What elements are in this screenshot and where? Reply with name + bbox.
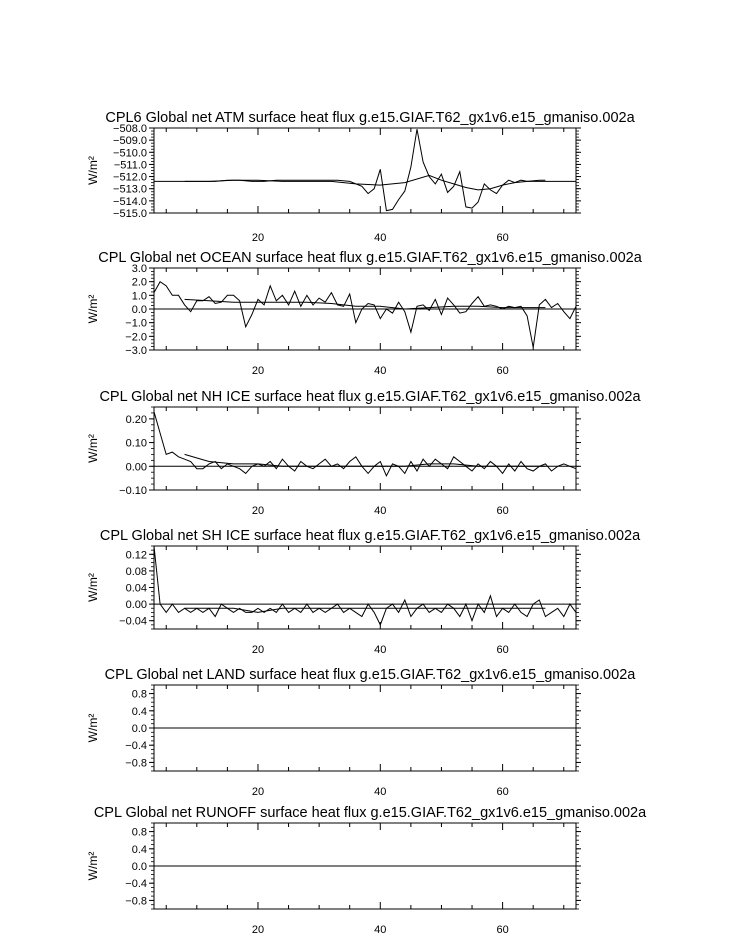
y-tick-label: 0.8 xyxy=(131,688,147,701)
y-tick-label: 0.8 xyxy=(131,826,147,839)
y-tick-label: −0.4 xyxy=(125,878,147,891)
y-tick-label: 0.00 xyxy=(125,599,147,612)
x-tick-label: 60 xyxy=(496,505,509,517)
y-tick-label: −0.8 xyxy=(125,895,147,908)
chart-title: CPL Global net LAND surface heat flux g.e15.GIAF.T62_gx1v6.e15_gmaniso.002a xyxy=(104,667,636,683)
x-tick-label: 20 xyxy=(251,232,265,244)
series-line xyxy=(154,546,576,625)
y-tick-label: 2.0 xyxy=(131,276,147,289)
y-tick-label: −3.0 xyxy=(125,345,147,357)
y-tick-label: 0.0 xyxy=(131,723,147,735)
chart-panel xyxy=(86,805,647,936)
y-tick-label: −514.0 xyxy=(113,195,147,208)
y-tick-label: −513.0 xyxy=(113,183,147,196)
x-tick-label: 40 xyxy=(374,644,387,656)
series-line xyxy=(185,175,546,190)
chart-panel xyxy=(86,667,636,798)
x-tick-label: 40 xyxy=(374,505,387,517)
series-line xyxy=(185,299,546,309)
y-tick-label: 0.4 xyxy=(131,843,147,856)
y-axis-label: W/m² xyxy=(86,851,100,881)
x-tick-label: 20 xyxy=(251,644,265,656)
x-tick-label: 20 xyxy=(251,365,265,377)
chart-title: CPL Global net RUNOFF surface heat flux g.e15.GIAF.T62_gx1v6.e15_gmaniso.002a xyxy=(93,805,647,821)
y-tick-label: −508.0 xyxy=(113,123,147,135)
chart-title: CPL Global net NH ICE surface heat flux g.e15.GIAF.T62_gx1v6.e15_gmaniso.002a xyxy=(99,389,641,405)
series-line xyxy=(154,129,576,210)
y-tick-label: −0.10 xyxy=(119,485,147,497)
y-tick-label: −0.04 xyxy=(119,615,147,628)
y-tick-label: 0.12 xyxy=(125,549,147,562)
chart-title: CPL Global net SH ICE surface heat flux g.e15.GIAF.T62_gx1v6.e15_gmaniso.002a xyxy=(99,528,641,544)
y-tick-label: −511.0 xyxy=(113,159,147,172)
y-tick-label: −510.0 xyxy=(113,147,147,160)
chart-panel xyxy=(86,250,643,377)
y-tick-label: 1.0 xyxy=(131,290,147,303)
y-axis-label: W/m² xyxy=(86,294,100,324)
y-tick-label: 3.0 xyxy=(131,263,147,275)
plot-frame xyxy=(154,546,576,629)
y-tick-label: −512.0 xyxy=(113,171,147,184)
chart-title: CPL Global net OCEAN surface heat flux g.e15.GIAF.T62_gx1v6.e15_gmaniso.002a xyxy=(98,250,642,266)
chart-panel xyxy=(86,389,641,517)
y-tick-label: 0.0 xyxy=(131,304,147,316)
y-axis-label: W/m² xyxy=(86,713,100,743)
y-tick-label: 0.04 xyxy=(125,582,147,595)
y-tick-label: −515.0 xyxy=(113,208,147,220)
y-tick-label: 0.4 xyxy=(131,705,147,718)
chart-panel xyxy=(86,528,641,656)
y-axis-label: W/m² xyxy=(86,156,100,185)
y-tick-label: 0.0 xyxy=(131,861,147,873)
x-tick-label: 20 xyxy=(251,786,265,798)
chart-panel xyxy=(86,110,636,244)
chart-title: CPL6 Global net ATM surface heat flux g.e15.GIAF.T62_gx1v6.e15_gmaniso.002a xyxy=(105,110,635,126)
y-tick-label: −1.0 xyxy=(125,317,147,330)
plot-frame xyxy=(154,128,576,213)
y-tick-label: 0.00 xyxy=(125,461,147,474)
y-tick-label: −0.8 xyxy=(125,757,147,770)
x-tick-label: 20 xyxy=(251,924,265,936)
y-tick-label: 0.08 xyxy=(125,565,147,578)
x-tick-label: 60 xyxy=(496,365,509,377)
x-tick-label: 60 xyxy=(496,786,509,798)
x-tick-label: 60 xyxy=(496,924,509,936)
x-tick-label: 60 xyxy=(496,232,509,244)
x-tick-label: 40 xyxy=(374,232,387,244)
y-tick-label: 0.10 xyxy=(125,437,147,450)
x-tick-label: 40 xyxy=(374,365,387,377)
series-line xyxy=(154,282,576,348)
series-line xyxy=(185,454,546,466)
y-axis-label: W/m² xyxy=(86,573,100,602)
x-tick-label: 40 xyxy=(374,924,387,936)
y-axis-label: W/m² xyxy=(86,434,100,463)
plot-frame xyxy=(154,407,576,490)
x-tick-label: 60 xyxy=(496,644,509,656)
x-tick-label: 40 xyxy=(374,786,387,798)
y-tick-label: −509.0 xyxy=(113,135,147,148)
y-tick-label: −0.4 xyxy=(125,740,147,753)
y-tick-label: 0.20 xyxy=(125,413,147,426)
y-tick-label: −2.0 xyxy=(125,331,147,344)
x-tick-label: 20 xyxy=(251,505,265,517)
